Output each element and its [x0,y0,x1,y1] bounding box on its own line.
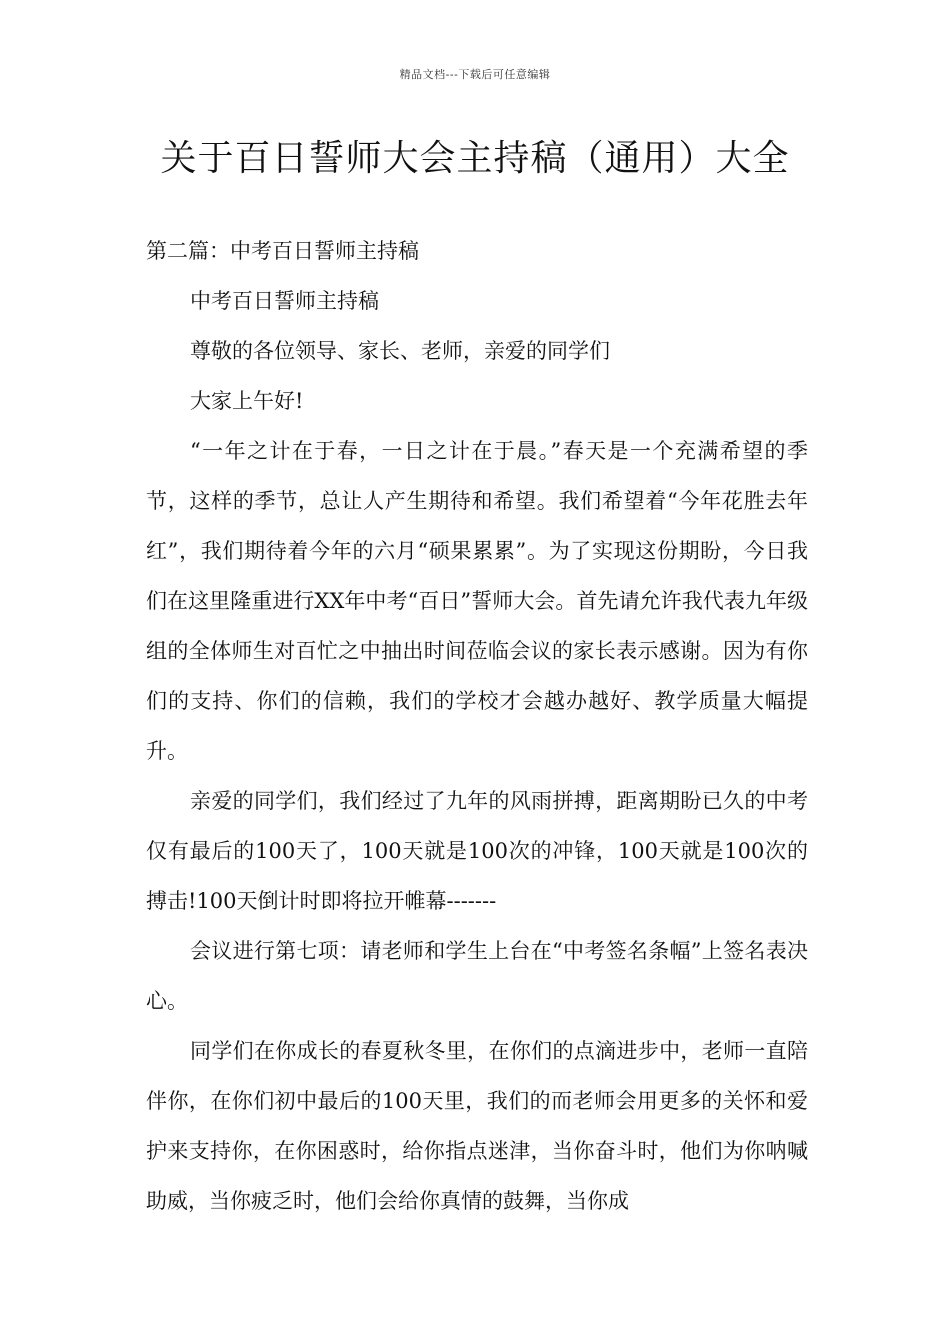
salutation: 尊敬的各位领导、家长、老师，亲爱的同学们 [190,339,610,363]
paragraph-agenda-item: 会议进行第七项：请老师和学生上台在“中考签名条幅”上签名表决心。 [146,939,808,1013]
paragraph-opening: “一年之计在于春，一日之计在于晨。”春天是一个充满希望的季节，这样的季节，总让人产生期待和希望。我们希望着“今年花胜去年红”，我们期待着今年的六月“硕果累累”。为了实现这份期盼，今日我们在这里隆重进行XX年中考“百日”誓师大会。首先请允许我代表九年级组的全体师生对百忙之中抽出时间莅临会议的家长表示感谢。因为有你们的支持、你们的信赖，我们的学校才会越办越好、教学质量大幅提升。 [146,439,808,763]
document-title: 关于百日誓师大会主持稿（通用）大全 [160,138,790,179]
document-body [146,226,808,1226]
header-note: 精品文档---下载后可任意编辑 [399,68,551,81]
section-heading: 第二篇：中考百日誓师主持稿 [146,239,419,263]
greeting: 大家上午好! [190,389,304,413]
paragraph-teachers: 同学们在你成长的春夏秋冬里，在你们的点滴进步中，老师一直陪伴你，在你们初中最后的100天里，我们的而老师会用更多的关怀和爱护来支持你，在你困惑时，给你指点迷津，当你奋斗时，他们为你呐喊助威，当你疲乏时，他们会给你真情的鼓舞，当你成 [146,1039,808,1213]
speech-subtitle: 中考百日誓师主持稿 [190,289,379,313]
paragraph-countdown: 亲爱的同学们，我们经过了九年的风雨拼搏，距离期盼已久的中考仅有最后的100天了，100天就是100次的冲锋，100天就是100次的搏击!100天倒计时即将拉开帷幕------- [146,789,808,913]
